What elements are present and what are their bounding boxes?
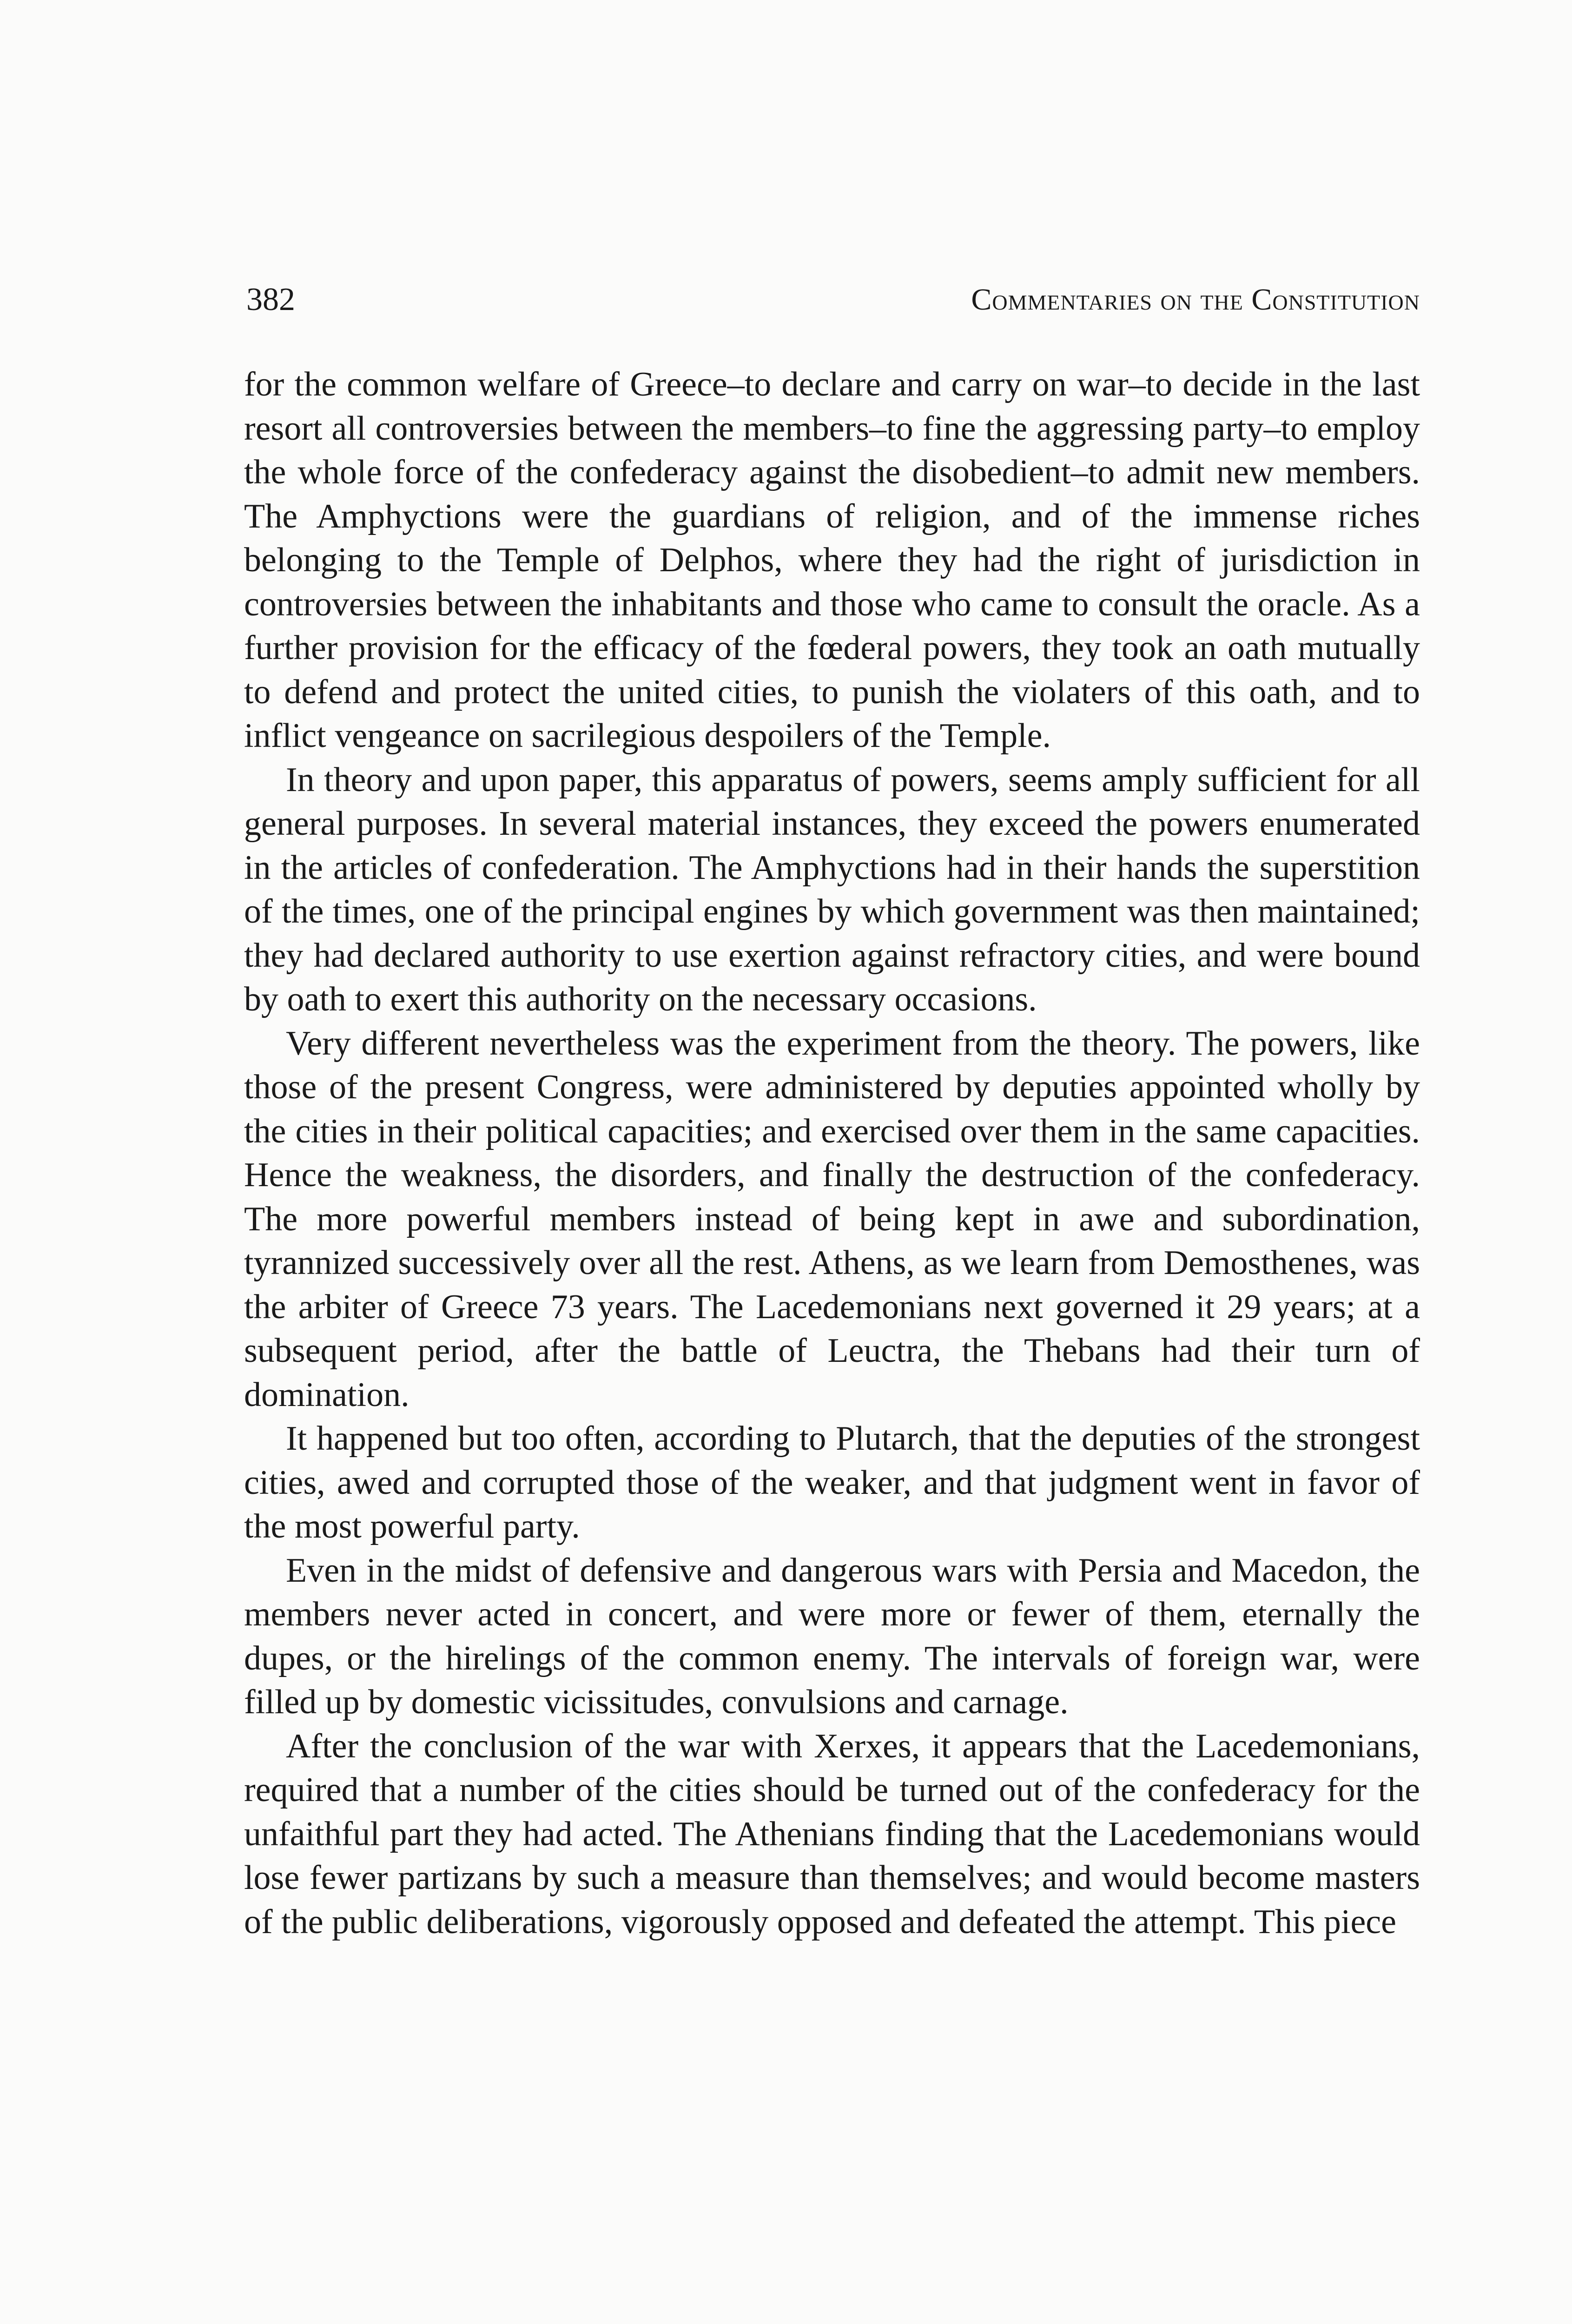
running-head: Commentaries on the Constitution [971,283,1420,317]
body-text [244,363,1420,1944]
paragraph-1: for the common welfare of Greece–to declare and carry on war–to decide in the last resort all controversies between the members–to fine the aggressing party–to employ the whole force of the confederacy against the disobedient–to admit new members. The Amphyctions were the guardians of religion, and of the immense riches belonging to the Temple of Delphos, where they had the right of jurisdiction in controversies between the inhabitants and those who came to consult the oracle. As a further provision for the efficacy of the fœderal powers, they took an oath mutually to defend and protect the united cities, to punish the violaters of this oath, and to inflict vengeance on sacrilegious despoilers of the Temple. [244,365,1420,755]
paragraph-5: Even in the midst of defensive and dangerous wars with Persia and Macedon, the members never acted in concert, and were more or fewer of them, eternally the dupes, or the hirelings of the common enemy. The intervals of foreign war, were filled up by domestic vicissitudes, convulsions and carnage. [244,1551,1420,1721]
paragraph-3: Very different nevertheless was the experiment from the theory. The powers, like those of the present Congress, were administered by deputies appointed wholly by the cities in their political capacities; and exercised over them in the same capacities. Hence the weakness, the disorders, and finally the destruction of the confederacy. The more powerful members instead of being kept in awe and subordination, tyrannized successively over all the rest. Athens, as we learn from Demosthenes, was the arbiter of Greece 73 years. The Lacedemonians next governed it 29 years; at a subsequent period, after the battle of Leuctra, the Thebans had their turn of domination. [244,1024,1420,1414]
paragraph-4: It happened but too often, according to Plutarch, that the deputies of the strongest cities, awed and corrupted those of the weaker, and that judgment went in favor of the most powerful party. [244,1419,1420,1545]
page-header [246,279,1420,330]
paragraph-6: After the conclusion of the war with Xerxes, it appears that the Lacedemonians, required that a number of the cities should be turned out of the confederacy for the unfaithful part they had acted. The Athenians finding that the Lacedemonians would lose fewer partizans by such a measure than themselves; and would become masters of the public deliberations, vigorously opposed and defeated the attempt. This piece [244,1727,1420,1941]
page-number: 382 [246,282,295,317]
paragraph-2: In theory and upon paper, this apparatus of powers, seems amply sufficient for all general purposes. In several material instances, they exceed the powers enumerated in the articles of confederation. The Amphyctions had in their hands the superstition of the times, one of the principal engines by which government was then maintained; they had declared authority to use exertion against refractory cities, and were bound by oath to exert this authority on the necessary occasions. [244,760,1420,1018]
